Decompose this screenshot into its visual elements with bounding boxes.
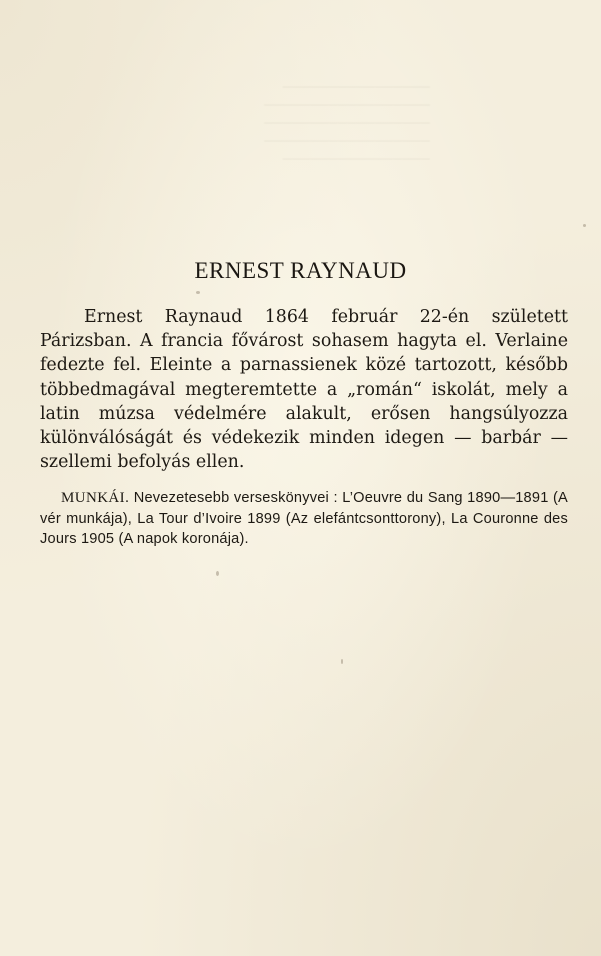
biography-paragraph: Ernest Raynaud 1864 február 22-én született Párizsban. A francia fővárost sohasem hagyta el. Verlaine fedezte fel. Eleinte a parnassienek közé tartozott, később többedmagával megteremtette a „román“ iskolát, mely a latin múzsa védelmére alakult, erősen hangsúlyozza különválóságát és védekezik minden idegen — barbár — szellemi befolyás ellen. bbox=[40, 307, 568, 473]
paper-speck bbox=[583, 224, 586, 227]
works-label: MUNKÁI. bbox=[61, 490, 130, 506]
poet-name-heading: ERNEST RAYNAUD bbox=[194, 258, 407, 283]
paper-speck bbox=[196, 291, 200, 294]
paper-speck bbox=[216, 571, 219, 576]
works-paragraph bbox=[40, 488, 568, 550]
show-through-texture: ──────────────── ────────────────── ────────────────── ────────────────── ──────────────── bbox=[264, 79, 430, 166]
works-list-text: Nevezetesebb verseskönyvei : L’Oeuvre du Sang 1890—1891 (A vér munkája), La Tour d’Ivoire 1899 (Az elefántcsonttorony), La Couronne des Jours 1905 (A napok koronája). bbox=[40, 490, 568, 548]
paper-speck bbox=[341, 659, 343, 664]
